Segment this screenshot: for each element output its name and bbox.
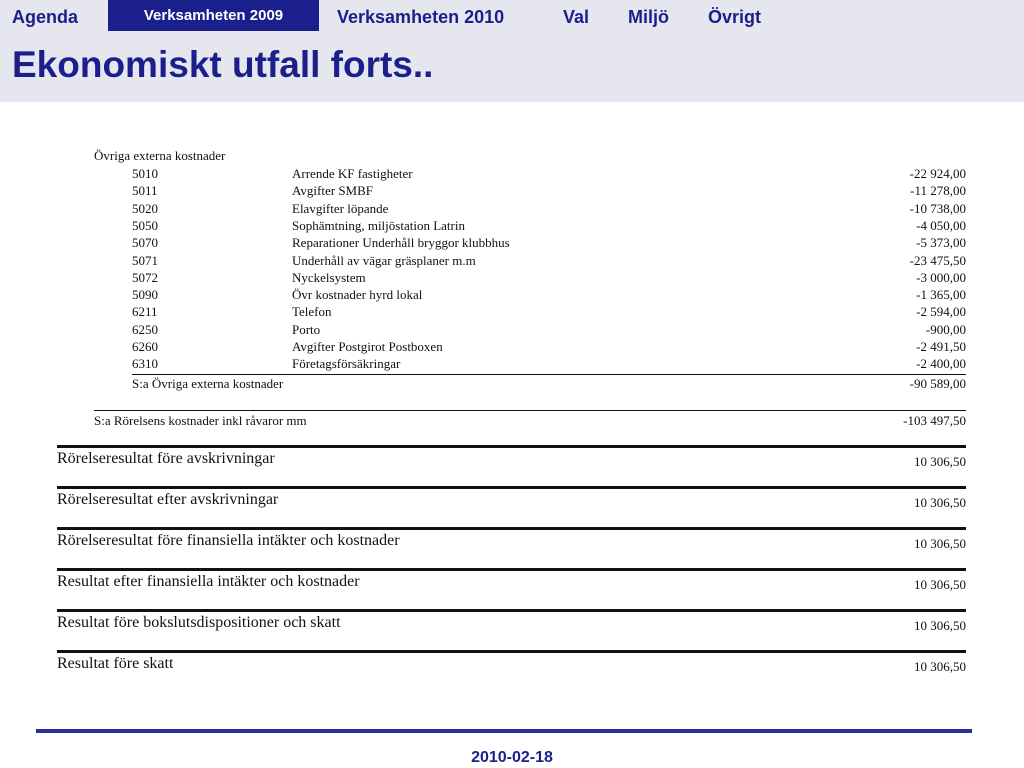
expense-row (0, 165, 1024, 182)
expense-code: 5072 (132, 269, 158, 285)
result-label: Resultat före bokslutsdispositioner och skatt (57, 614, 341, 631)
expense-amount: -2 594,00 (916, 304, 966, 320)
expense-amount: -10 738,00 (909, 200, 966, 216)
expense-desc: Elavgifter löpande (292, 200, 389, 216)
result-label: Rörelseresultat före avskrivningar (57, 450, 275, 467)
result-value: 10 306,50 (914, 659, 966, 674)
total-rule (94, 410, 966, 411)
result-label: Resultat efter finansiella intäkter och kostnader (57, 573, 360, 590)
result-value: 10 306,50 (914, 495, 966, 510)
result-rule (57, 609, 966, 612)
expense-row (0, 286, 1024, 303)
expense-code: 5010 (132, 166, 158, 181)
result-row (0, 614, 1024, 638)
expense-amount: -900,00 (925, 321, 966, 337)
expense-code: 6310 (132, 356, 158, 372)
expense-desc: Porto (292, 321, 321, 337)
expense-code: 5020 (132, 200, 158, 216)
total-row (0, 412, 1024, 429)
result-label: Rörelseresultat före finansiella intäkter och kostnader (57, 532, 400, 549)
expense-code: 5050 (132, 217, 158, 233)
expense-desc: Arrende KF fastigheter (292, 166, 413, 181)
footer-divider (36, 729, 972, 733)
expense-desc: Avgifter Postgirot Postboxen (292, 339, 443, 354)
expense-desc: Underhåll av vägar gräsplaner m.m (292, 252, 476, 268)
expense-amount: -23 475,50 (909, 252, 966, 268)
section-title: Övriga externa kostnader (94, 148, 226, 163)
expense-row (0, 338, 1024, 355)
expense-code: 6250 (132, 321, 158, 337)
expense-desc: Företagsförsäkringar (292, 356, 401, 372)
expense-row (0, 234, 1024, 251)
expense-desc: Övr kostnader hyrd lokal (292, 287, 423, 303)
page-title: Ekonomiskt utfall forts.. (12, 44, 434, 85)
result-rule (57, 568, 966, 571)
total-amount: -103 497,50 (903, 413, 966, 428)
expense-code: 6211 (132, 304, 158, 320)
expense-desc: Sophämtning, miljöstation Latrin (292, 217, 465, 233)
expense-row (0, 200, 1024, 217)
expense-desc: Avgifter SMBF (292, 183, 374, 199)
nav-item-val[interactable]: Val (563, 7, 590, 27)
footer-date: 2010-02-18 (471, 749, 553, 766)
expense-row (0, 252, 1024, 269)
nav-item-miljo[interactable]: Miljö (628, 7, 669, 27)
expense-row (0, 303, 1024, 320)
expense-desc: Reparationer Underhåll bryggor klubbhus (292, 235, 510, 251)
expense-code: 6260 (132, 339, 158, 354)
result-label: Rörelseresultat efter avskrivningar (57, 491, 279, 508)
slide-header (0, 0, 1024, 102)
nav-item-verksamheten-2009[interactable]: Verksamheten 2009 (108, 0, 319, 31)
expense-row (0, 321, 1024, 338)
expense-code: 5011 (132, 183, 158, 199)
expense-desc: Telefon (292, 304, 332, 320)
expense-amount: -2 491,50 (916, 339, 966, 354)
expense-amount: -3 000,00 (916, 269, 966, 285)
result-value: 10 306,50 (914, 454, 966, 469)
result-row (0, 573, 1024, 597)
subtotal-label: S:a Övriga externa kostnader (132, 376, 284, 391)
expense-desc: Nyckelsystem (292, 269, 366, 285)
expense-amount: -5 373,00 (916, 235, 966, 251)
expense-amount: -2 400,00 (916, 356, 966, 372)
expense-row (0, 355, 1024, 372)
expense-code: 5070 (132, 235, 158, 251)
expense-amount: -22 924,00 (909, 166, 966, 181)
total-label: S:a Rörelsens kostnader inkl råvaror mm (94, 413, 307, 428)
result-value: 10 306,50 (914, 536, 966, 551)
nav-item-agenda[interactable]: Agenda (12, 7, 79, 27)
nav-item-ovrigt[interactable]: Övrigt (708, 7, 762, 27)
subtotal-row (0, 375, 1024, 392)
result-rule (57, 486, 966, 489)
result-label: Resultat före skatt (57, 655, 174, 672)
expense-amount: -4 050,00 (916, 217, 966, 233)
result-row (0, 532, 1024, 556)
expense-amount: -1 365,00 (916, 287, 966, 303)
result-value: 10 306,50 (914, 618, 966, 633)
top-nav (0, 0, 1024, 31)
nav-item-verksamheten-2010[interactable]: Verksamheten 2010 (337, 7, 505, 27)
result-row (0, 491, 1024, 515)
result-value: 10 306,50 (914, 577, 966, 592)
expense-row (0, 182, 1024, 199)
expense-row (0, 269, 1024, 286)
expense-code: 5090 (132, 287, 158, 303)
subtotal-amount: -90 589,00 (909, 376, 966, 391)
result-row (0, 450, 1024, 474)
result-rule (57, 445, 966, 448)
expense-amount: -11 278,00 (910, 183, 966, 199)
result-rule (57, 650, 966, 653)
expense-row (0, 217, 1024, 234)
result-row (0, 655, 1024, 679)
expense-code: 5071 (132, 252, 158, 268)
result-rule (57, 527, 966, 530)
